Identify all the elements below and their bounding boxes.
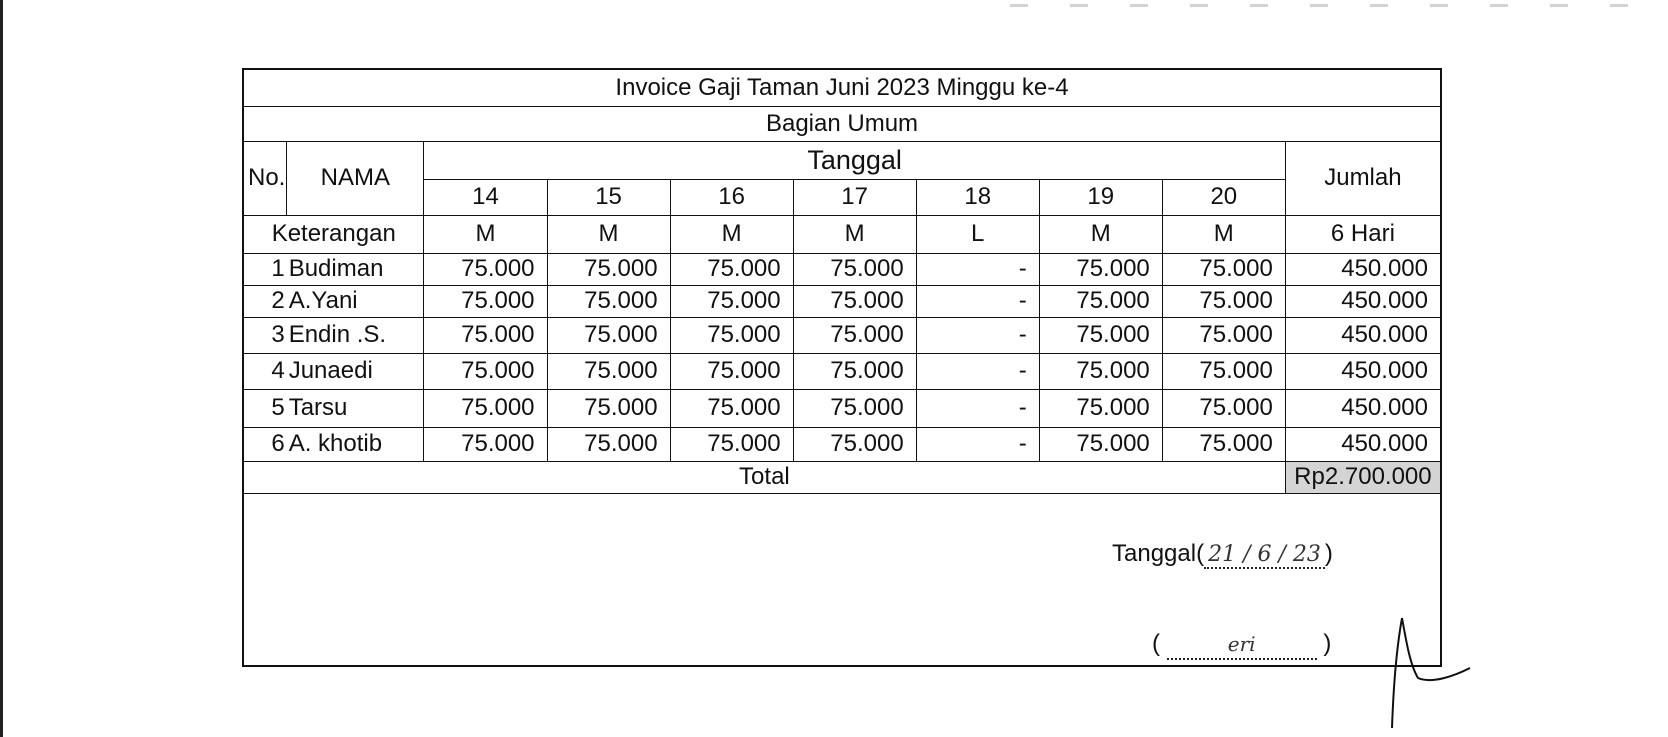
code-cell: M	[424, 215, 547, 253]
code-cell: L	[916, 215, 1039, 253]
days-total: 6 Hari	[1285, 215, 1440, 253]
row-value: 75.000	[1162, 427, 1285, 461]
row-value: -	[916, 317, 1039, 353]
total-value: Rp2.700.000	[1285, 461, 1440, 493]
row-total: 450.000	[1285, 285, 1440, 317]
row-value: 75.000	[424, 353, 547, 389]
row-value: 75.000	[670, 389, 793, 427]
name-open-paren: (	[1152, 630, 1160, 657]
row-value: -	[916, 253, 1039, 285]
row-value: 75.000	[793, 389, 916, 427]
row-value: 75.000	[1039, 427, 1162, 461]
invoice-title: Invoice Gaji Taman Juni 2023 Minggu ke-4	[244, 70, 1440, 106]
code-cell: M	[1162, 215, 1285, 253]
date-label: Tanggal	[1112, 540, 1197, 567]
row-value: 75.000	[1162, 253, 1285, 285]
row-name: Tarsu	[287, 389, 424, 427]
row-total: 450.000	[1285, 389, 1440, 427]
row-number: 1	[244, 253, 287, 285]
row-value: 75.000	[424, 253, 547, 285]
row-total: 450.000	[1285, 353, 1440, 389]
date-cell: 14	[424, 179, 547, 215]
keterangan-label: Keterangan	[244, 215, 424, 253]
date-cell: 18	[916, 179, 1039, 215]
date-handwritten: 21 / 6 / 23	[1204, 540, 1325, 569]
invoice-table	[244, 70, 1440, 494]
row-value: 75.000	[424, 427, 547, 461]
row-value: 75.000	[547, 253, 670, 285]
row-value: 75.000	[1039, 353, 1162, 389]
row-value: 75.000	[424, 389, 547, 427]
invoice-subtitle: Bagian Umum	[244, 106, 1440, 141]
row-value: -	[916, 285, 1039, 317]
row-value: 75.000	[793, 285, 916, 317]
name-close-paren: )	[1323, 630, 1332, 657]
row-value: 75.000	[793, 253, 916, 285]
row-number: 5	[244, 389, 287, 427]
subtitle-row	[244, 106, 1440, 141]
table-row	[244, 253, 1440, 285]
date-close-paren: )	[1324, 540, 1333, 567]
table-row	[244, 353, 1440, 389]
row-value: 75.000	[1039, 317, 1162, 353]
row-number: 2	[244, 285, 287, 317]
code-cell: M	[547, 215, 670, 253]
signature-name-line	[1152, 630, 1331, 660]
row-total: 450.000	[1285, 317, 1440, 353]
title-row	[244, 70, 1440, 106]
code-cell: M	[1039, 215, 1162, 253]
header-no: No.	[244, 141, 287, 215]
code-cell: M	[793, 215, 916, 253]
row-value: 75.000	[1162, 285, 1285, 317]
row-value: 75.000	[1162, 353, 1285, 389]
row-name: Junaedi	[287, 353, 424, 389]
row-name: Budiman	[287, 253, 424, 285]
name-handwritten: eri	[1167, 630, 1317, 660]
date-open-paren: (	[1196, 540, 1205, 567]
row-value: 75.000	[793, 317, 916, 353]
row-value: -	[916, 389, 1039, 427]
header-nama: NAMA	[287, 141, 424, 215]
row-value: 75.000	[793, 427, 916, 461]
row-value: 75.000	[670, 253, 793, 285]
row-value: 75.000	[670, 353, 793, 389]
row-value: 75.000	[1039, 389, 1162, 427]
row-name: Endin .S.	[287, 317, 424, 353]
total-row	[244, 461, 1440, 493]
row-value: 75.000	[1039, 253, 1162, 285]
row-total: 450.000	[1285, 427, 1440, 461]
signature-date-line	[1112, 540, 1333, 568]
keterangan-row	[244, 215, 1440, 253]
date-cell: 15	[547, 179, 670, 215]
header-jumlah: Jumlah	[1285, 141, 1440, 215]
code-cell: M	[670, 215, 793, 253]
table-row	[244, 317, 1440, 353]
scan-top-marks	[1010, 4, 1650, 7]
row-value: 75.000	[547, 317, 670, 353]
row-value: -	[916, 427, 1039, 461]
date-cell: 20	[1162, 179, 1285, 215]
header-dates-row	[244, 179, 1440, 215]
header-tanggal: Tanggal	[424, 141, 1285, 179]
row-value: 75.000	[1162, 317, 1285, 353]
row-value: 75.000	[424, 317, 547, 353]
table-row	[244, 285, 1440, 317]
row-value: 75.000	[547, 427, 670, 461]
row-value: 75.000	[547, 389, 670, 427]
row-name: A. khotib	[287, 427, 424, 461]
row-value: 75.000	[547, 353, 670, 389]
row-value: 75.000	[1039, 285, 1162, 317]
total-label: Total	[244, 461, 1285, 493]
row-value: 75.000	[670, 427, 793, 461]
row-number: 4	[244, 353, 287, 389]
row-value: 75.000	[424, 285, 547, 317]
scan-left-edge	[0, 0, 3, 737]
date-cell: 17	[793, 179, 916, 215]
date-cell: 19	[1039, 179, 1162, 215]
row-name: A.Yani	[287, 285, 424, 317]
invoice-sheet	[242, 68, 1442, 667]
table-row	[244, 389, 1440, 427]
row-value: 75.000	[1162, 389, 1285, 427]
row-number: 3	[244, 317, 287, 353]
row-total: 450.000	[1285, 253, 1440, 285]
row-value: 75.000	[547, 285, 670, 317]
header-row-1	[244, 141, 1440, 179]
row-value: 75.000	[670, 317, 793, 353]
row-value: -	[916, 353, 1039, 389]
row-value: 75.000	[793, 353, 916, 389]
handwritten-signature	[1384, 610, 1494, 730]
date-cell: 16	[670, 179, 793, 215]
table-row	[244, 427, 1440, 461]
row-value: 75.000	[670, 285, 793, 317]
row-number: 6	[244, 427, 287, 461]
